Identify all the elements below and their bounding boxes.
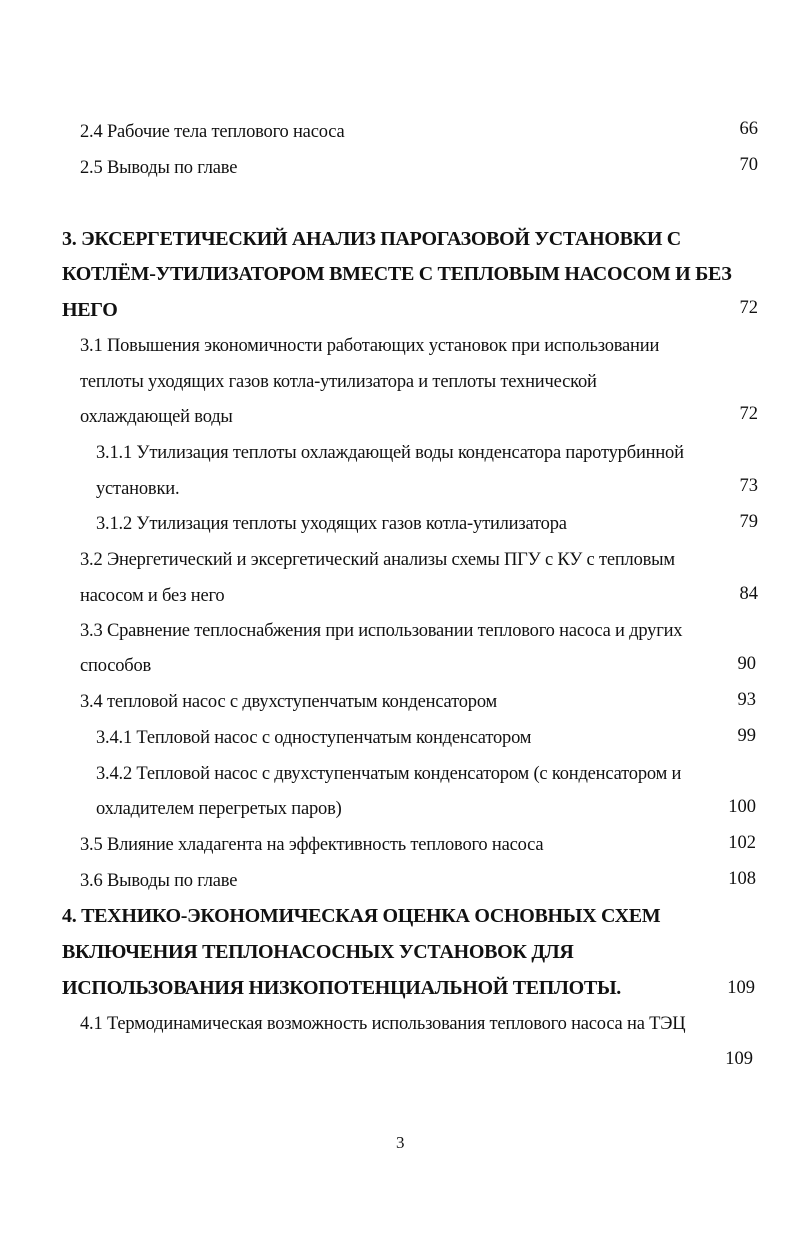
toc-page-3-1: 72 bbox=[739, 404, 758, 424]
toc-page-3-5: 102 bbox=[728, 833, 756, 853]
toc-entry-2-4: 2.4 Рабочие тела теплового насоса bbox=[80, 122, 345, 142]
chapter-3-title-line-1: 3. ЭКСЕРГЕТИЧЕСКИЙ АНАЛИЗ ПАРОГАЗОВОЙ УСТАНОВКИ С bbox=[62, 228, 681, 250]
toc-entry-3-3-line-2: способов bbox=[80, 656, 152, 676]
page-number: 3 bbox=[396, 1133, 405, 1152]
toc-entry-3-2-line-1: 3.2 Энергетический и эксергетический анализы схемы ПГУ с КУ с тепловым bbox=[80, 550, 675, 570]
toc-entry-3-4-2-line-2: охладителем перегретых паров) bbox=[96, 799, 342, 819]
chapter-4-title-line-3: ИСПОЛЬЗОВАНИЯ НИЗКОПОТЕНЦИАЛЬНОЙ ТЕПЛОТЫ. bbox=[62, 977, 621, 999]
toc-page-3-4: 93 bbox=[737, 690, 756, 710]
chapter-4-page: 109 bbox=[727, 978, 755, 998]
toc-entry-3-6: 3.6 Выводы по главе bbox=[80, 871, 238, 891]
toc-entry-3-1-line-1: 3.1 Повышения экономичности работающих установок при использовании bbox=[80, 336, 660, 356]
toc-page-3-1-2: 79 bbox=[739, 512, 758, 532]
chapter-4-title-line-2: ВКЛЮЧЕНИЯ ТЕПЛОНАСОСНЫХ УСТАНОВОК ДЛЯ bbox=[62, 941, 574, 963]
toc-page-3-2: 84 bbox=[739, 584, 758, 604]
toc-page-3-4-1: 99 bbox=[737, 726, 756, 746]
chapter-3-title-line-3: НЕГО bbox=[62, 299, 118, 321]
toc-page-4-1: 109 bbox=[725, 1049, 753, 1069]
toc-entry-3-4: 3.4 тепловой насос с двухступенчатым конденсатором bbox=[80, 692, 498, 712]
toc-entry-3-5: 3.5 Влияние хладагента на эффективность теплового насоса bbox=[80, 835, 544, 855]
toc-entry-3-2-line-2: насосом и без него bbox=[80, 586, 225, 606]
toc-page-2-5: 70 bbox=[739, 155, 758, 175]
toc-page-3-3: 90 bbox=[737, 654, 756, 674]
toc-entry-3-1-line-2: теплоты уходящих газов котла-утилизатора и теплоты технической bbox=[80, 372, 597, 392]
toc-entry-3-1-1-line-1: 3.1.1 Утилизация теплоты охлаждающей воды конденсатора паротурбинной bbox=[96, 443, 684, 463]
toc-entry-3-3-line-1: 3.3 Сравнение теплоснабжения при использовании теплового насоса и других bbox=[80, 621, 683, 641]
toc-entry-3-4-1: 3.4.1 Тепловой насос с одноступенчатым конденсатором bbox=[96, 728, 532, 748]
toc-entry-3-1-2: 3.1.2 Утилизация теплоты уходящих газов котла-утилизатора bbox=[96, 514, 567, 534]
chapter-3-page: 72 bbox=[739, 298, 758, 318]
toc-entry-4-1: 4.1 Термодинамическая возможность использования теплового насоса на ТЭЦ bbox=[80, 1014, 686, 1034]
toc-page-3-1-1: 73 bbox=[739, 476, 758, 496]
chapter-3-title-line-2: КОТЛЁМ-УТИЛИЗАТОРОМ ВМЕСТЕ С ТЕПЛОВЫМ НАСОСОМ И БЕЗ bbox=[62, 263, 732, 285]
toc-entry-3-1-1-line-2: установки. bbox=[96, 479, 180, 499]
toc-page-3-4-2: 100 bbox=[728, 797, 756, 817]
toc-entry-3-4-2-line-1: 3.4.2 Тепловой насос с двухступенчатым конденсатором (с конденсатором и bbox=[96, 764, 682, 784]
toc-page-3-6: 108 bbox=[728, 869, 756, 889]
toc-entry-3-1-line-3: охлаждающей воды bbox=[80, 407, 233, 427]
chapter-4-title-line-1: 4. ТЕХНИКО-ЭКОНОМИЧЕСКАЯ ОЦЕНКА ОСНОВНЫХ СХЕМ bbox=[62, 905, 661, 927]
toc-page-2-4: 66 bbox=[739, 119, 758, 139]
toc-entry-2-5: 2.5 Выводы по главе bbox=[80, 158, 238, 178]
